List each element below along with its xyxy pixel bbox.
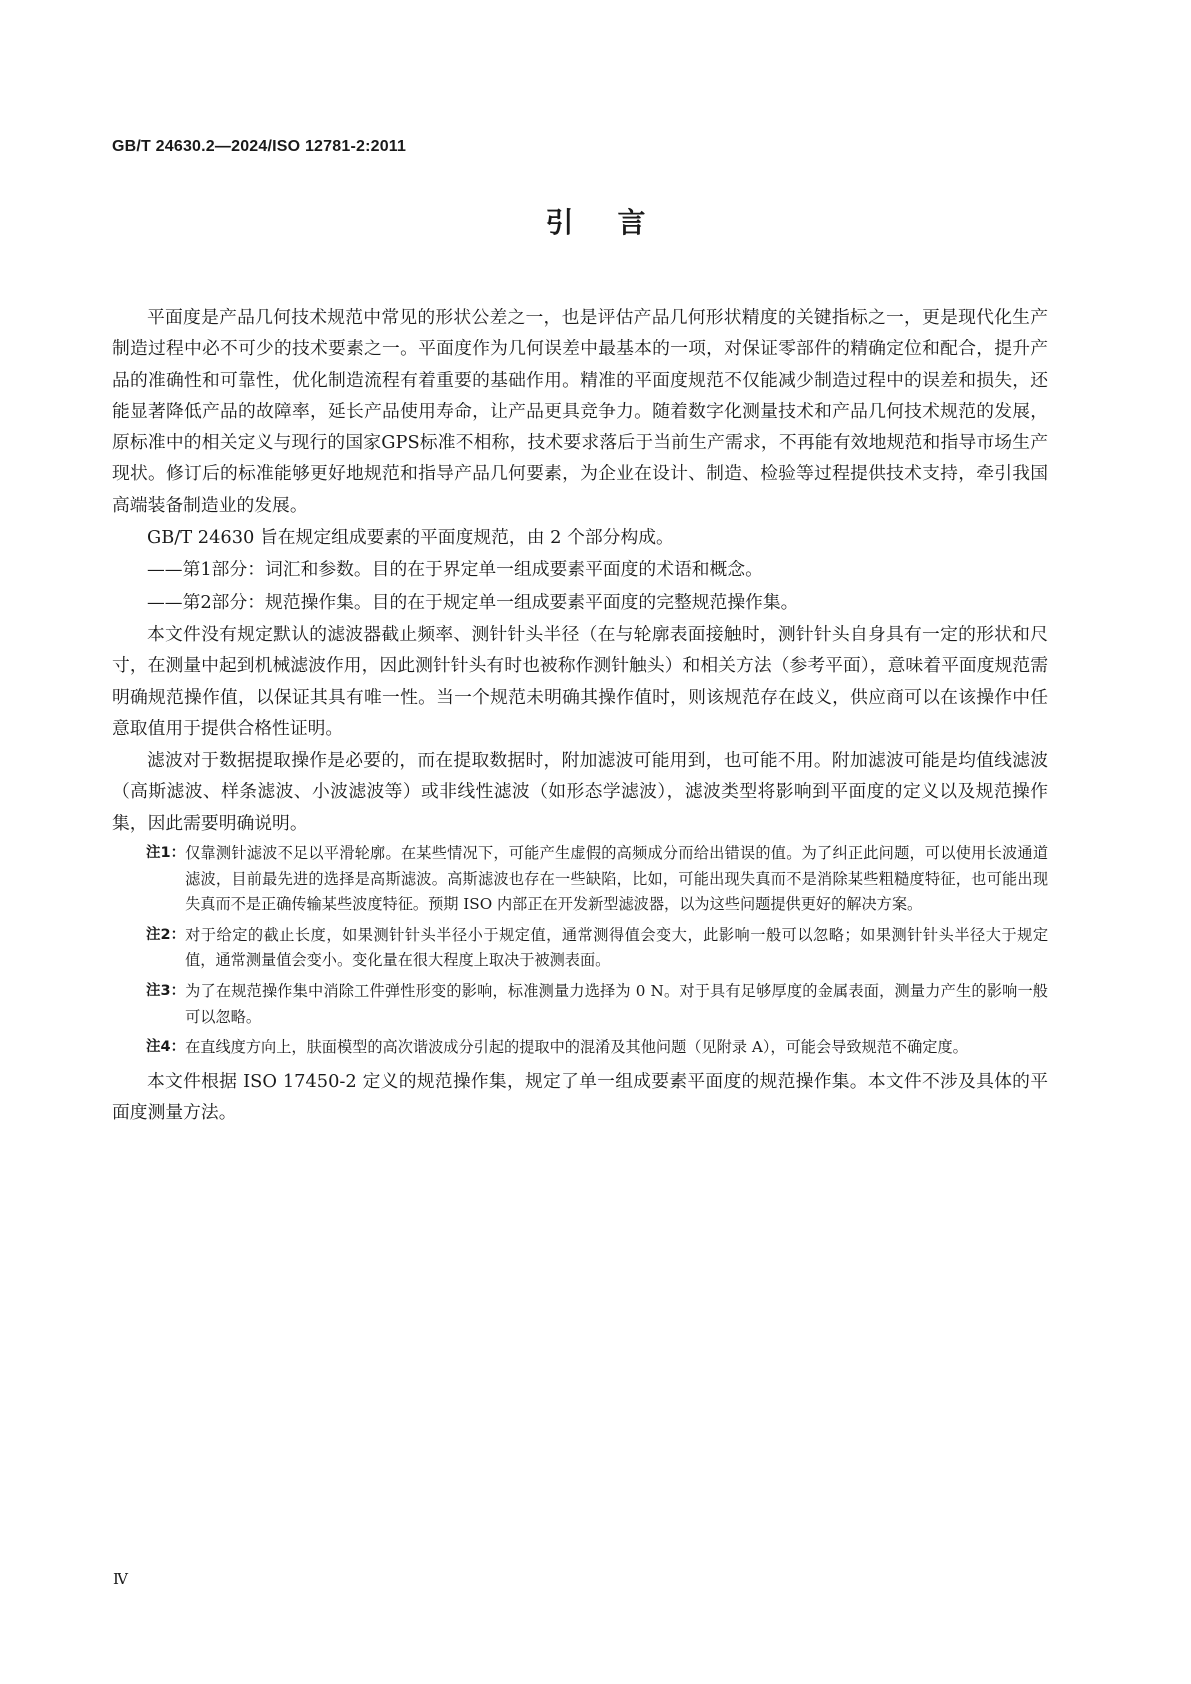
intro-paragraph-3: 本文件没有规定默认的滤波器截止频率、测针针头半径（在与轮廓表面接触时，测针针头自身具有一定的形状和尺寸，在测量中起到机械滤波作用，因此测针针头有时也被称作测针触头）和相关方法（参考平面），意味着平面度规范需明确规范操作值，以保证其具有唯一性。当一个规范未明确其操作值时，则该规范存在歧义，供应商可以在该操作中任意取值用于提供合格性证明。 xyxy=(112,623,1048,739)
note-text: 对于给定的截止长度，如果测针针头半径小于规定值，通常测得值会变大，此影响一般可以忽略；如果测针针头半径大于规定值，通常测量值会变小。变化量在很大程度上取决于被测表面。 xyxy=(185,925,1048,970)
notes-list xyxy=(112,841,1048,1061)
note-item xyxy=(112,1035,1048,1061)
page-title: 引言 xyxy=(545,206,690,239)
note-text: 为了在规范操作集中消除工件弹性形变的影响，标准测量力选择为 0 N。对于具有足够厚度的金属表面，测量力产生的影响一般可以忽略。 xyxy=(185,982,1048,1026)
note-item xyxy=(112,841,1048,918)
intro-paragraph-1: 平面度是产品几何技术规范中常见的形状公差之一，也是评估产品几何形状精度的关键指标之一，更是现代化生产制造过程中必不可少的技术要素之一。平面度作为几何误差中最基本的一项，对保证零部件的精确定位和配合，提升产品的准确性和可靠性，优化制造流程有着重要的基础作用。精准的平面度规范不仅能减少制造过程中的误差和损失，还能显著降低产品的故障率，延长产品使用寿命，让产品更具竞争力。随着数字化测量技术和产品几何技术规范的发展，原标准中的相关定义与现行的国家GPS标准不相称，技术要求落后于当前生产需求，不再能有效地规范和指导市场生产现状。修订后的标准能够更好地规范和指导产品几何要素，为企业在设计、制造、检验等过程提供技术支持，牵引我国高端装备制造业的发展。 xyxy=(112,307,1048,516)
note-item xyxy=(112,923,1048,974)
intro-paragraph-4: 滤波对于数据提取操作是必要的，而在提取数据时，附加滤波可能用到，也可能不用。附加滤波可能是均值线滤波（高斯滤波、样条滤波、小波滤波等）或非线性滤波（如形态学滤波），滤波类型将影响到平面度的定义以及规范操作集，因此需要明确说明。 xyxy=(112,750,1048,834)
note-label: 注1： xyxy=(146,845,186,862)
note-label: 注3： xyxy=(146,983,186,1000)
note-text: 在直线度方向上，肤面模型的高次谐波成分引起的提取中的混淆及其他问题（见附录 A），可能会导致规范不确定度。 xyxy=(185,1038,968,1057)
part-list-item-1: ——第1部分：词汇和参数。目的在于界定单一组成要素平面度的术语和概念。 xyxy=(147,559,763,581)
document-header-id: GB/T 24630.2—2024/ISO 12781-2:2011 xyxy=(112,138,407,155)
intro-paragraph-2: GB/T 24630 旨在规定组成要素的平面度规范，由 2 个部分构成。 xyxy=(147,527,674,549)
page-number: Ⅳ xyxy=(113,1570,128,1588)
part-list-item-2: ——第2部分：规范操作集。目的在于规定单一组成要素平面度的完整规范操作集。 xyxy=(147,591,799,613)
note-text: 仅靠测针滤波不足以平滑轮廓。在某些情况下，可能产生虚假的高频成分而给出错误的值。为了纠正此问题，可以使用长波通道滤波，目前最先进的选择是高斯滤波。高斯滤波也存在一些缺陷，比如，可能出现失真而不是消除某些粗糙度特征，也可能出现失真而不是正确传输某些波度特征。预期 ISO 内部正在开发新型滤波器，以为这些问题提供更好的解决方案。 xyxy=(185,844,1048,914)
note-label: 注4： xyxy=(146,1039,186,1056)
note-item xyxy=(112,979,1048,1030)
note-label: 注2： xyxy=(146,926,186,943)
document-body xyxy=(112,302,1048,1129)
intro-paragraph-5: 本文件根据 ISO 17450-2 定义的规范操作集，规定了单一组成要素平面度的规范操作集。本文件不涉及具体的平面度测量方法。 xyxy=(112,1070,1048,1124)
